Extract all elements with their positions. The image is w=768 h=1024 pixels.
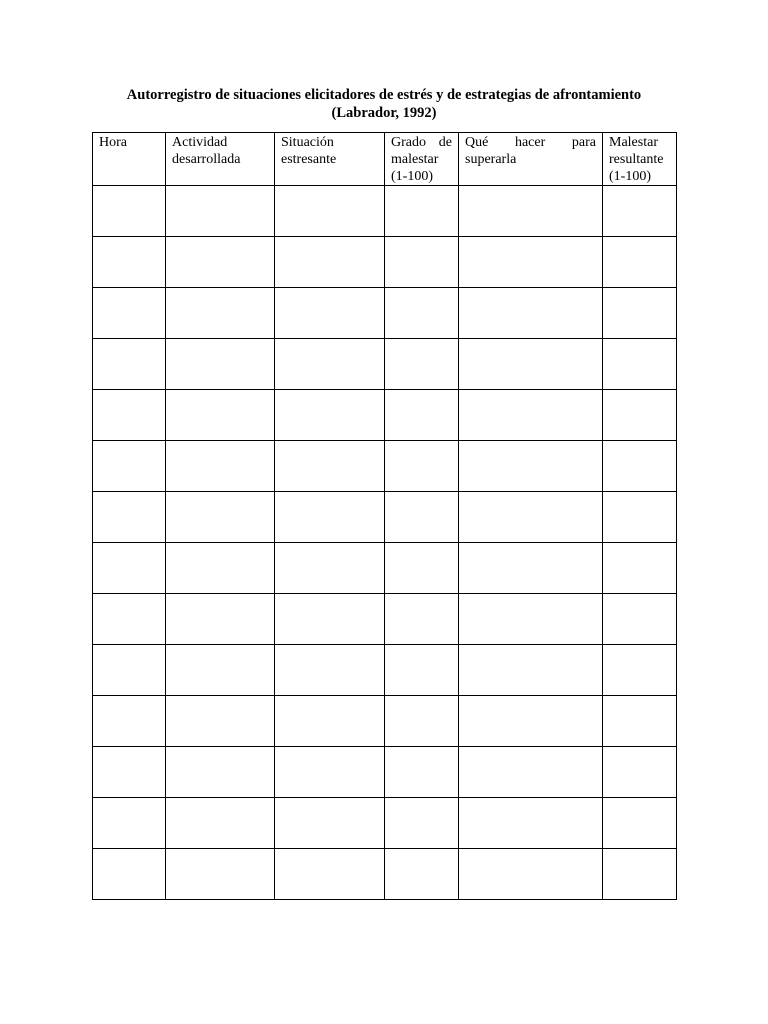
- table-cell: [459, 390, 603, 441]
- table-row: [93, 594, 677, 645]
- document-title: [0, 86, 768, 122]
- title-line-2: (Labrador, 1992): [331, 105, 437, 121]
- table-cell: [93, 747, 166, 798]
- header-que-hacer-para-superarla: Qué hacer para superarla: [459, 133, 603, 186]
- table-cell: [166, 492, 275, 543]
- table-row: [93, 288, 677, 339]
- table-cell: [166, 186, 275, 237]
- table-header-row: [93, 133, 677, 186]
- table-cell: [603, 543, 677, 594]
- table-cell: [385, 594, 459, 645]
- table-cell: [459, 543, 603, 594]
- table-cell: [459, 492, 603, 543]
- table-cell: [385, 747, 459, 798]
- table-cell: [385, 186, 459, 237]
- table-cell: [603, 492, 677, 543]
- header-malestar-resultante: Malestar resultante (1-100): [603, 133, 677, 186]
- table-cell: [166, 645, 275, 696]
- table-cell: [93, 645, 166, 696]
- table-cell: [93, 186, 166, 237]
- table-cell: [166, 594, 275, 645]
- header-situacion-estresante: Situación estresante: [275, 133, 385, 186]
- table-cell: [385, 798, 459, 849]
- table-cell: [603, 849, 677, 900]
- table-cell: [93, 390, 166, 441]
- header-actividad-desarrollada: Actividad desarrollada: [166, 133, 275, 186]
- table-cell: [93, 339, 166, 390]
- table-cell: [275, 798, 385, 849]
- table-cell: [603, 645, 677, 696]
- table-cell: [603, 798, 677, 849]
- table-cell: [385, 288, 459, 339]
- table-row: [93, 441, 677, 492]
- self-record-table: [92, 132, 677, 900]
- table-row: [93, 849, 677, 900]
- table-row: [93, 696, 677, 747]
- table-cell: [93, 798, 166, 849]
- table-cell: [459, 798, 603, 849]
- table-cell: [166, 441, 275, 492]
- table-cell: [385, 441, 459, 492]
- table-row: [93, 645, 677, 696]
- table-cell: [603, 186, 677, 237]
- table-row: [93, 492, 677, 543]
- table-row: [93, 543, 677, 594]
- table-cell: [385, 390, 459, 441]
- table-cell: [93, 696, 166, 747]
- table-cell: [166, 237, 275, 288]
- table-cell: [93, 543, 166, 594]
- table-row: [93, 798, 677, 849]
- table-cell: [166, 288, 275, 339]
- table-cell: [385, 543, 459, 594]
- table-cell: [93, 441, 166, 492]
- table-cell: [166, 543, 275, 594]
- table-row: [93, 390, 677, 441]
- table-cell: [275, 543, 385, 594]
- table-cell: [275, 441, 385, 492]
- table-cell: [275, 390, 385, 441]
- table-cell: [275, 645, 385, 696]
- table-cell: [459, 849, 603, 900]
- table-cell: [603, 288, 677, 339]
- table-cell: [275, 186, 385, 237]
- table-cell: [166, 696, 275, 747]
- table-cell: [459, 339, 603, 390]
- title-line-1: Autorregistro de situaciones elicitadores de estrés y de estrategias de afrontamiento: [126, 87, 642, 103]
- table-cell: [459, 645, 603, 696]
- header-hora: Hora: [93, 133, 166, 186]
- table-cell: [459, 237, 603, 288]
- table-row: [93, 339, 677, 390]
- table-cell: [275, 492, 385, 543]
- table-cell: [603, 747, 677, 798]
- table-cell: [385, 492, 459, 543]
- table-cell: [603, 390, 677, 441]
- table-cell: [93, 492, 166, 543]
- table-cell: [166, 747, 275, 798]
- table-body: [93, 186, 677, 900]
- table-cell: [385, 849, 459, 900]
- table-cell: [275, 237, 385, 288]
- table-cell: [275, 849, 385, 900]
- table-cell: [459, 696, 603, 747]
- table-cell: [166, 849, 275, 900]
- table-cell: [166, 798, 275, 849]
- table-cell: [459, 441, 603, 492]
- table-cell: [459, 288, 603, 339]
- table-cell: [603, 237, 677, 288]
- table-cell: [459, 747, 603, 798]
- table-cell: [93, 237, 166, 288]
- table-cell: [603, 339, 677, 390]
- table-cell: [275, 696, 385, 747]
- table-cell: [603, 441, 677, 492]
- table-cell: [275, 594, 385, 645]
- table-row: [93, 186, 677, 237]
- table-cell: [385, 645, 459, 696]
- header-grado-de-malestar: Grado de malestar (1-100): [385, 133, 459, 186]
- table-cell: [385, 237, 459, 288]
- table-row: [93, 747, 677, 798]
- table-row: [93, 237, 677, 288]
- table-cell: [93, 594, 166, 645]
- table-cell: [275, 339, 385, 390]
- table-cell: [603, 594, 677, 645]
- table-cell: [166, 390, 275, 441]
- table-cell: [459, 594, 603, 645]
- table-cell: [93, 849, 166, 900]
- table-cell: [603, 696, 677, 747]
- table-cell: [385, 339, 459, 390]
- table-cell: [459, 186, 603, 237]
- table-cell: [166, 339, 275, 390]
- table-cell: [275, 747, 385, 798]
- table-cell: [275, 288, 385, 339]
- table-cell: [93, 288, 166, 339]
- table-cell: [385, 696, 459, 747]
